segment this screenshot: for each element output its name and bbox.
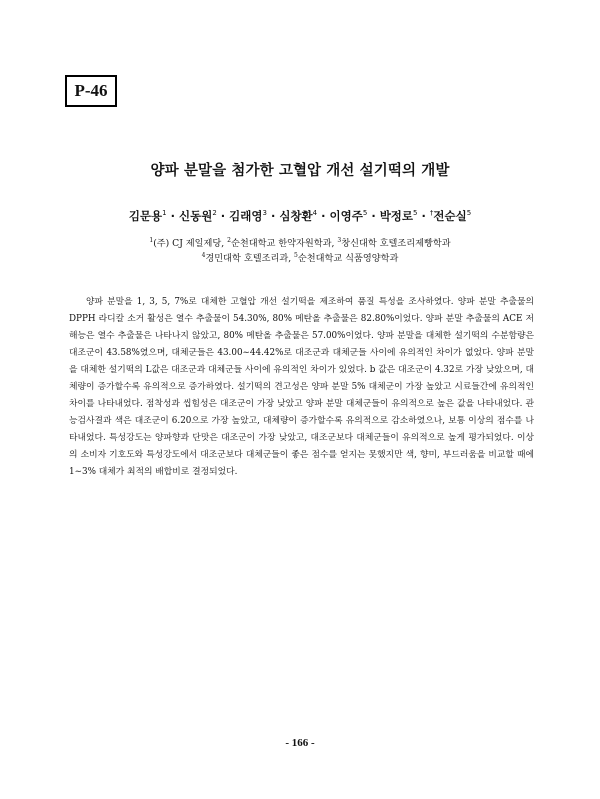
paper-title: 양파 분말을 첨가한 고혈압 개선 설기떡의 개발 [150,163,450,179]
corresponding-mark: † [429,209,434,217]
author: 이영주 [329,209,363,223]
affiliation: 창신대학 호텔조리제빵학과 [341,238,451,249]
author-sup: 1 [162,209,167,217]
author-sup: 2 [212,209,217,217]
affiliation-line-1 [0,236,600,251]
author-separator: · [421,209,426,223]
author-sup: 5 [362,209,368,217]
affiliation-sup: 4 [201,252,206,259]
affiliation: 경민대학 호텔조리과, [205,253,295,264]
author-sup: 3 [262,209,267,217]
author-separator: · [220,209,226,223]
author: 신동원 [179,209,213,223]
poster-code-box [65,75,117,107]
affiliation-line-2 [0,251,600,266]
author-list [0,208,600,224]
poster-code: P-46 [74,81,108,100]
affiliation-sup: 2 [227,237,231,244]
author-corresponding: 전순실 [433,209,467,223]
author-separator: · [321,209,326,223]
author-separator: · [371,209,376,223]
author: 김문용 [128,209,163,223]
abstract-text: 양파 분말을 1, 3, 5, 7%로 대체한 고혈압 개선 설기떡을 제조하여 품질 특성을 조사하였다. 양파 분말 추출물의 DPPH 라디칼 소거 활성은 열수 추출물이 54.30%, 80% 메탄올 추출물은 82.80%이었다. 양파 분말 추출물의 ACE 저해능은 열수 추출물은 나타나지 않았고, 80% 메탄올 추출물은 57.00%이었다. 양파 분말을 대체한 설기떡의 수분함량은 대조군이 43.58%였으며, 대체군들은 43.00∼44.42%로 대조군과 대체군들 사이에 유의적인 차이가 없었다. 양파 분말을 대체한 설기떡의 L값은 대조군과 대체군들 사이에 유의적인 차이가 있었다. b 값은 대조군이 4.32로 가장 낮았으며, 대체량이 증가할수록 유의적으로 증가하였다. 설기떡의 견고성은 양파 분말 5% 대체군이 가장 높았고 시료들간에 유의적인 차이를 나타내었다. 점착성과 씹힘성은 대조군이 가장 낮았고 양파 분말 대체군들이 유의적으로 높은 값을 나타내었다. 관능검사결과 색은 대조군이 6.20으로 가장 높았고, 대체량이 증가할수록 유의적으로 감소하였으나, 보통 이상의 점수를 나타내었다. 특성강도는 양파향과 단맛은 대조군이 가장 낮았고, 대조군보다 대체군들이 유의적으로 높게 평가되었다. 이상의 소비자 기호도와 특성강도에서 대조군보다 대체군들이 좋은 점수를 얻지는 못했지만 색, 향미, 부드러움을 비교할 때에 1∼3% 대체가 최적의 배합비로 결정되었다. [69,297,534,477]
author: 김래영 [229,209,263,223]
author-sup: 5 [413,209,418,217]
affiliation: 순천대학교 식품영양학과 [297,253,399,264]
author-sup: 5 [466,209,472,217]
affiliation: (주) CJ 제일제당, [153,238,228,249]
affiliation-sup: 3 [337,237,342,244]
affiliation-sup: 1 [149,237,154,244]
author: 박정로 [379,209,414,223]
author-separator: · [270,209,276,223]
affiliation: 순천대학교 한약자원학과, [230,238,338,249]
author-sup: 4 [312,209,318,217]
author-separator: · [170,209,175,223]
affiliation-sup: 5 [294,252,298,259]
page-number: - 166 - [285,737,315,749]
author: 심창환 [279,209,313,223]
